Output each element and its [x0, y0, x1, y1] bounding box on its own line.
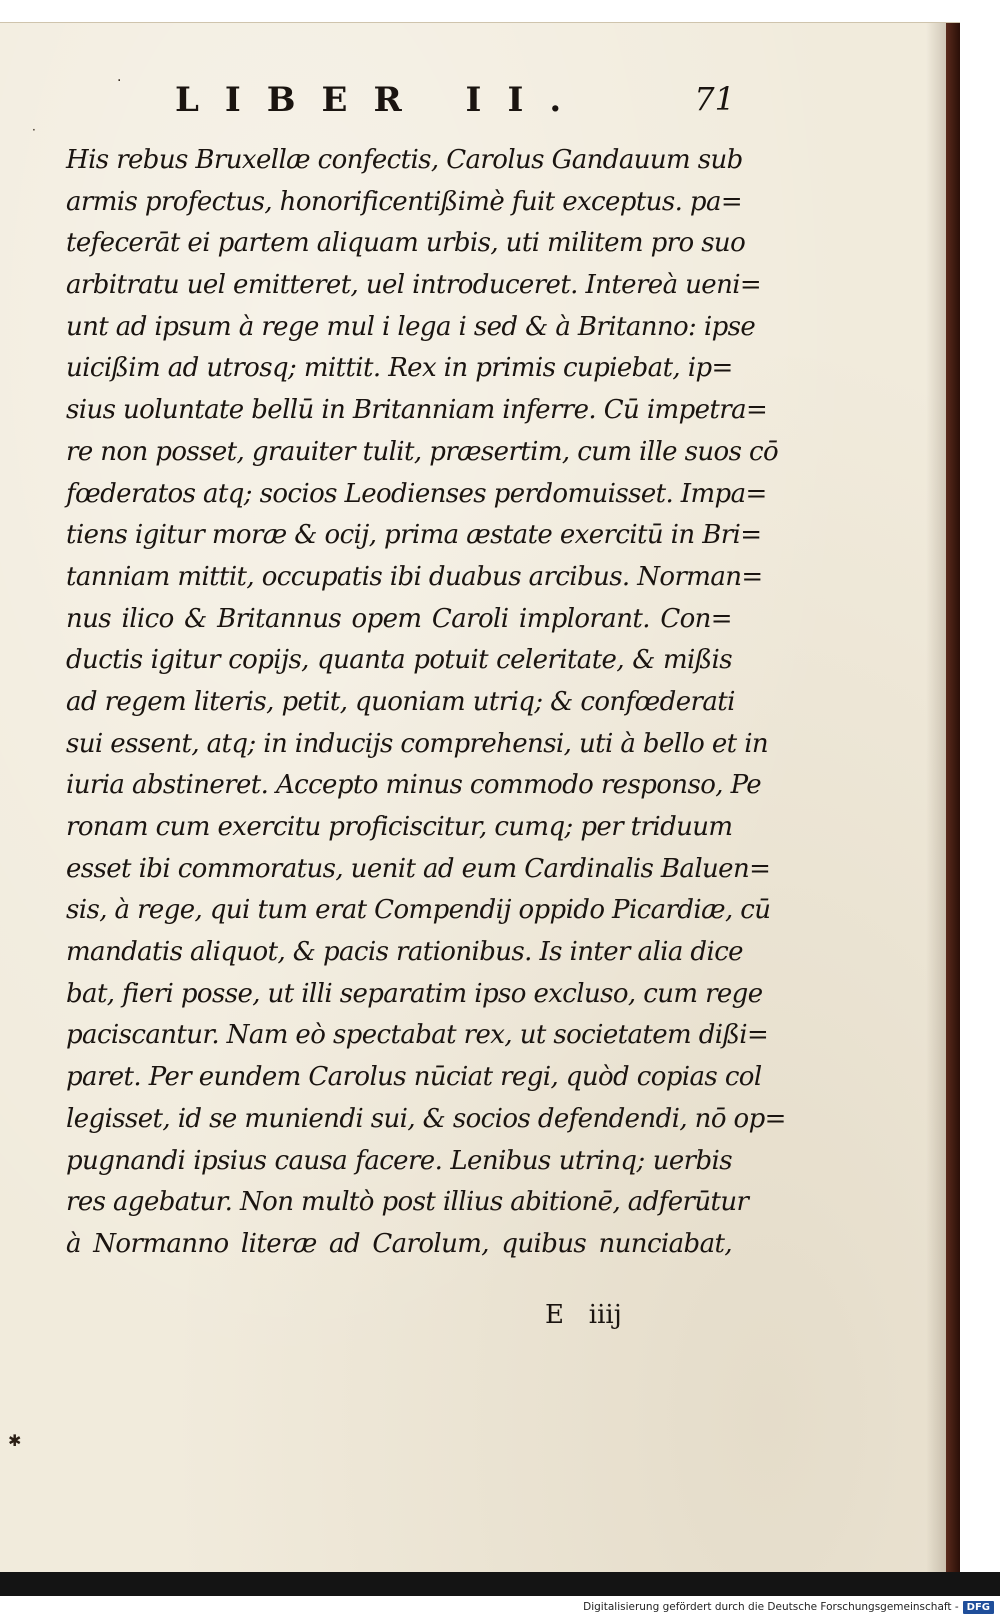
- text-line: esset ibi commoratus, uenit ad eum Cardinalis Baluen=: [66, 853, 771, 884]
- text-line: ductis igitur copijs, quanta potuit celeritate, & mißis: [66, 645, 732, 676]
- text-line: tiens igitur moræ & ocij, prima æstate exercitū in Bri=: [66, 520, 762, 551]
- text-line: ad regem literis, petit, quoniam utriq; & confœderati: [66, 686, 735, 717]
- text-line: armis profectus, honorificentißimè fuit exceptus. pa=: [66, 186, 743, 217]
- text-line: tanniam mittit, occupatis ibi duabus arcibus. Norman=: [66, 561, 763, 592]
- ink-speck: ·: [32, 123, 36, 137]
- text-line: fœderatos atq; socios Leodienses perdomuisset. Impa=: [66, 478, 767, 509]
- scan-bottom-band: [0, 1572, 1000, 1596]
- text-line: unt ad ipsum à rege mul i lega i sed & à Britanno: ipse: [66, 311, 756, 342]
- text-line: arbitratu uel emitteret, uel introduceret. Intereà ueni=: [66, 270, 762, 301]
- folio-number: 71: [694, 80, 735, 118]
- book-edge: [946, 23, 960, 1573]
- text-line: iuria abstineret. Accepto minus commodo responso, Pe: [66, 770, 762, 801]
- text-line: His rebus Bruxellæ confectis, Carolus Gandauum sub: [66, 145, 743, 175]
- text-line: ronam cum exercitu proficiscitur, cumq; per triduum: [66, 812, 733, 842]
- text-line: sius uoluntate bellū in Britanniam inferre. Cū impetra=: [66, 395, 768, 426]
- text-line: uicißim ad utrosq; mittit. Rex in primis cupiebat, ip=: [66, 353, 733, 384]
- text-line: res agebatur. Non multò post illius abitionē, adferūtur: [66, 1187, 749, 1218]
- text-line: sis, à rege, qui tum erat Compendij oppido Picardiæ, cū: [66, 895, 771, 926]
- page-header: [175, 80, 735, 130]
- text-line: sui essent, atq; in inducijs comprehensi, uti à bello et in: [66, 728, 769, 759]
- ink-speck: ·: [117, 73, 122, 89]
- text-line: legisset, id se muniendi sui, & socios defendendi, nō op=: [66, 1103, 786, 1134]
- body-text: [66, 140, 786, 1266]
- text-line: bat, fieri posse, ut illi separatim ipso excluso, cum rege: [66, 978, 763, 1009]
- text-line: tefecerāt ei partem aliquam urbis, uti militem pro suo: [66, 228, 746, 259]
- credit-text: Digitalisierung gefördert durch die Deutsche Forschungsgemeinschaft -: [583, 1601, 959, 1613]
- text-line: paret. Per eundem Carolus nūciat regi, quòd copias col: [66, 1062, 762, 1093]
- text-line: paciscantur. Nam eò spectabat rex, ut societatem dißi=: [66, 1020, 769, 1051]
- running-title: LIBER II.: [175, 80, 588, 120]
- text-line: re non posset, grauiter tulit, præsertim, cum ille suos cō: [66, 436, 779, 467]
- digitization-credit: [583, 1598, 994, 1616]
- dfg-logo: DFG: [963, 1601, 994, 1614]
- text-line: à Normanno literæ ad Carolum, quibus nunciabat,: [66, 1228, 732, 1259]
- ink-speck: ✱: [8, 1431, 22, 1450]
- text-line: nus ilico & Britannus opem Caroli implorant. Con=: [66, 603, 732, 634]
- signature-mark: E iiij: [545, 1300, 622, 1330]
- text-line: mandatis aliquot, & pacis rationibus. Is inter alia dice: [66, 937, 743, 968]
- page-gutter-shadow: [926, 23, 946, 1573]
- text-line: pugnandi ipsius causa facere. Lenibus utrinq; uerbis: [66, 1145, 732, 1176]
